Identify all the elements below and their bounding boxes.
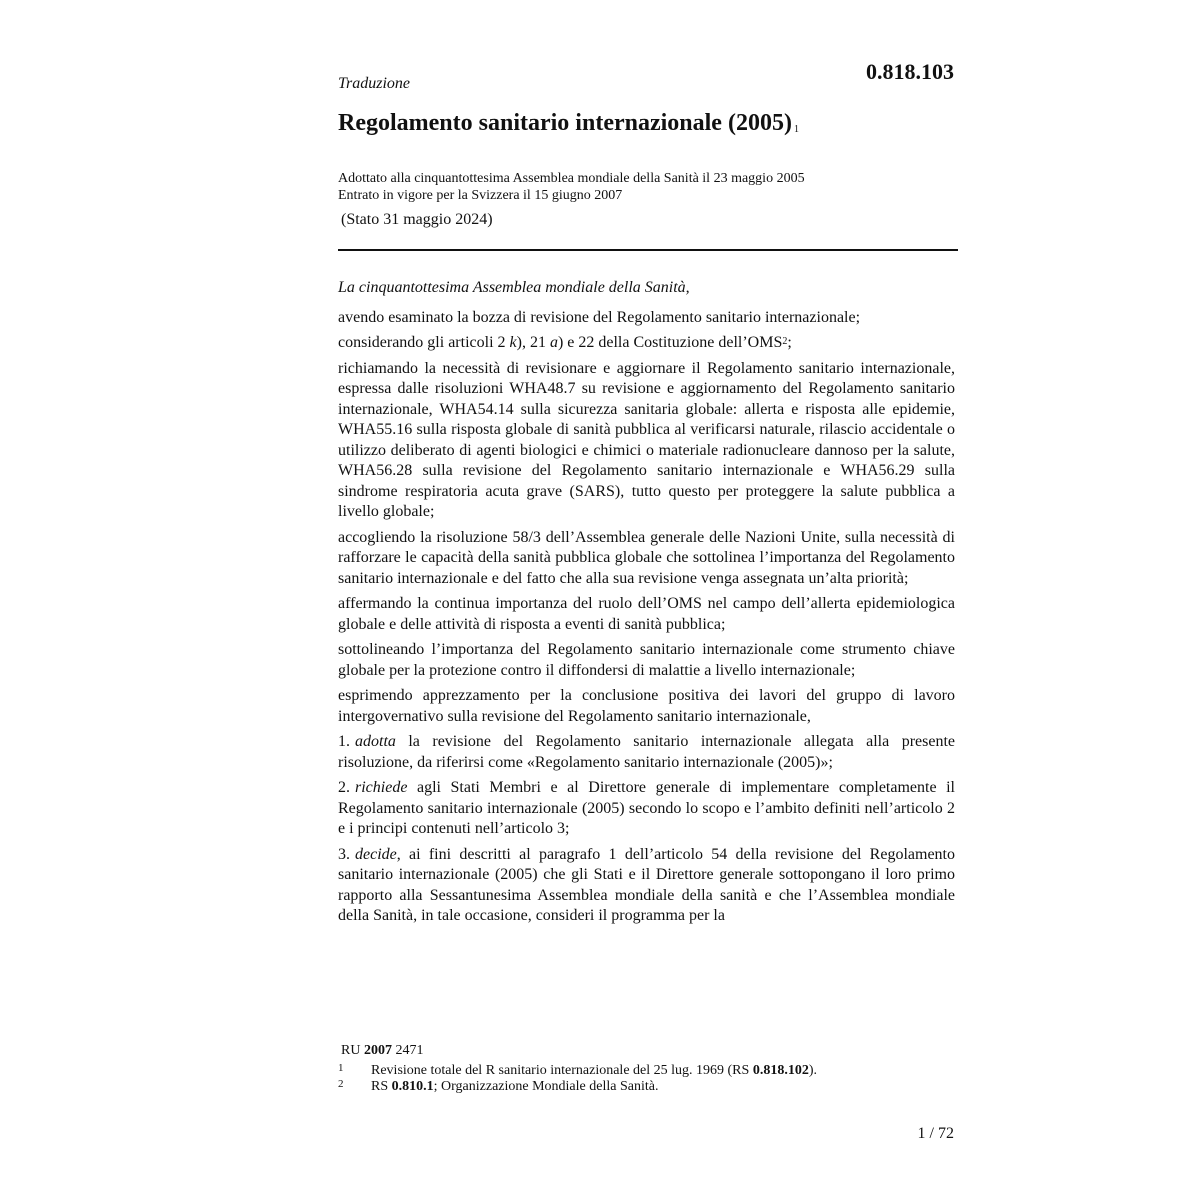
- sr-number: 0.818.103: [866, 59, 954, 84]
- footnote-1: 1 Revisione totale del R sanitario internazionale del 25 lug. 1969 (RS 0.818.102).: [338, 1062, 817, 1078]
- header-divider: [338, 249, 958, 251]
- page-title: [338, 107, 958, 139]
- footnote-link-rs-08101[interactable]: 0.810.1: [391, 1079, 434, 1094]
- status-line: (Stato 31 maggio 2024): [341, 211, 493, 228]
- paragraph-considering: considerando gli articoli 2 k), 21 a) e 22 della Costituzione dell’OMS$^2$;: [338, 334, 792, 351]
- adoption-info: [338, 170, 805, 204]
- paragraph-underlining: sottolineando l’importanza del Regolamento sanitario internazionale come strumento chiave globale per la protezione contro il diffondersi di malattie a livello internazionale;: [338, 641, 955, 679]
- translation-label: Traduzione: [338, 75, 411, 92]
- footnote-ref-2[interactable]: 2: [782, 336, 788, 347]
- operative-item-1: 1. adotta la revisione del Regolamento sanitario internazionale allegata alla presente risoluzione, da riferirsi come «Regolamento sanitario internazionale (2005)»;: [338, 733, 955, 771]
- operative-item-2: 2. richiede agli Stati Membri e al Direttore generale di implementare completamente il Regolamento sanitario internazionale (2005) secondo lo scopo e l’ambito definiti nell’articolo 2 e i principi contenuti nell’articolo 3;: [338, 779, 955, 837]
- operative-item-3: 3. decide, ai fini descritti al paragrafo 1 dell’articolo 54 della revisione del Regolamento sanitario internazionale (2005) che gli Stati e il Direttore generale sottopongano il loro primo rapporto alla Sessantunesima Assemblea mondiale della sanità e che l’Assemblea mondiale della Sanità, in tale occasione, consideri il programma per la: [338, 845, 955, 924]
- title-text: Regolamento sanitario internazionale (2005): [338, 110, 792, 136]
- paragraph-affirming: affermando la continua importanza del ruolo dell’OMS nel campo dell’allerta epidemiologica globale e delle attività di risposta a eventi di sanità pubblica;: [338, 595, 955, 633]
- paragraph-examined: avendo esaminato la bozza di revisione del Regolamento sanitario internazionale;: [338, 308, 861, 326]
- footnote-link-rs-0818102[interactable]: 0.818.102: [752, 1063, 809, 1078]
- document-body: [338, 278, 955, 932]
- ru-reference: RU 2007 2471: [341, 1043, 424, 1058]
- page-number: 1 / 72: [917, 1125, 954, 1142]
- adopted-line: Adottato alla cinquantottesima Assemblea mondiale della Sanità il 23 maggio 2005: [338, 171, 805, 186]
- paragraph-expressing: esprimendo apprezzamento per la conclusione positiva dei lavori del gruppo di lavoro intergovernativo sulla revisione del Regolamento sanitario internazionale,: [338, 687, 955, 725]
- footnote-2: 2 RS 0.810.1; Organizzazione Mondiale della Sanità.: [338, 1078, 659, 1094]
- paragraph-recalling: richiamando la necessità di revisionare e aggiornare il Regolamento sanitario internazionale, espressa dalle risoluzioni WHA48.7 su revisione e aggiornamento del Regolamento sanitario internazionale, WHA54.14 sulla sicurezza sanitaria globale: allerta e risposta alle epidemie, WHA55.16 sulla risposta globale di sanità pubblica al verificarsi naturale, rilascio accidentale o utilizzo deliberato di agenti biologici e chimici o materiale radionucleare dannoso per la salute, WHA56.28 sulla revisione del Regolamento sanitario internazionale e WHA56.29 sulla sindrome respiratoria acuta grave (SARS), tutto questo per proteggere la salute pubblica a livello globale;: [338, 359, 955, 520]
- intro-line: La cinquantottesima Assemblea mondiale della Sanità,: [338, 279, 690, 296]
- paragraph-welcoming: accogliendo la risoluzione 58/3 dell’Assemblea generale delle Nazioni Unite, sulla necessità di rafforzare le capacità della sanità pubblica globale che sottolinea l’importanza del Regolamento sanitario internazionale e del fatto che alla sua revisione venga assegnata un’alta priorità;: [338, 528, 955, 587]
- title-footnote-ref[interactable]: 1: [793, 124, 799, 135]
- entry-into-force-line: Entrato in vigore per la Svizzera il 15 giugno 2007: [338, 188, 623, 203]
- footnotes: [338, 1043, 955, 1095]
